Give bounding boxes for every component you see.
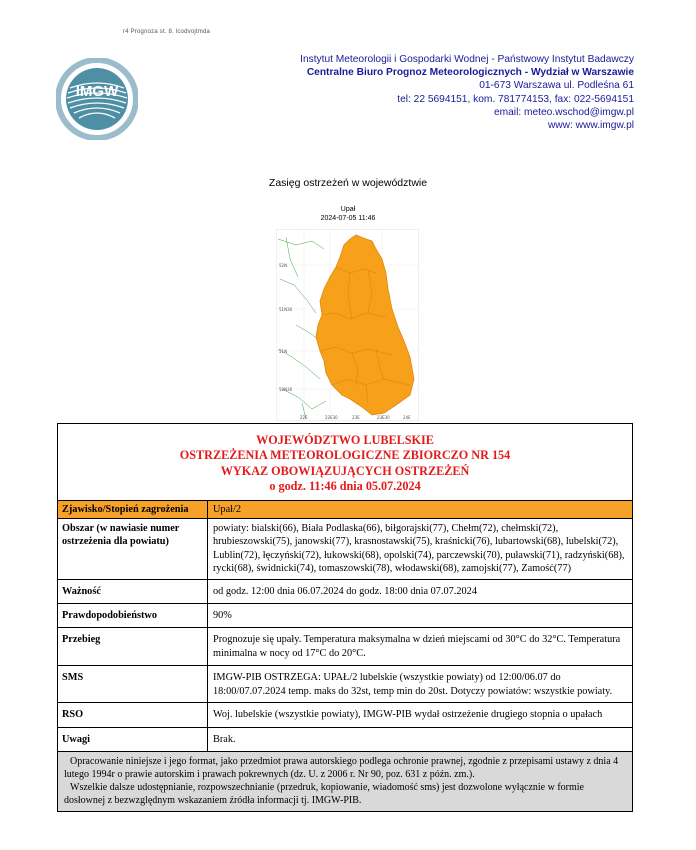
row-label: SMS <box>58 666 208 702</box>
svg-text:23E30: 23E30 <box>377 415 390 420</box>
row-label: RSO <box>58 703 208 726</box>
warning-table <box>57 423 633 812</box>
org-name: Instytut Meteorologii i Gospodarki Wodnej - Państwowy Instytut Badawczy <box>300 54 634 65</box>
org-phone: tel: 22 5694151, kom. 781774153, fax: 022-5694151 <box>397 93 634 105</box>
svg-text:22E: 22E <box>300 415 308 420</box>
table-row-notes <box>58 728 632 752</box>
row-value: Prognozuje się upały. Temperatura maksymalna w dzień miejscami od 30°C do 32°C. Temperatura minimalna w nocy od 17°C do 20°C. <box>213 634 621 659</box>
table-row-probability <box>58 604 632 628</box>
table-row-area <box>58 519 632 580</box>
row-value: Upał/2 <box>213 503 242 515</box>
row-label: Uwagi <box>58 728 208 751</box>
map-subtitle <box>0 205 696 223</box>
table-row-phenomenon <box>58 501 632 519</box>
redistribution-notice: Wszelkie dalsze udostępnianie, rozpowszechnianie (przedruk, kopiowanie, wiadomość sms) jest dozwolone wyłącznie w formie dosłownej z bezwzględnym wskazaniem źródła informacji tj. IMGW-PIB. <box>64 781 584 806</box>
svg-text:51N: 51N <box>279 349 288 354</box>
org-department: Centralne Biuro Prognoz Meteorologicznych - Wydział w Warszawie <box>306 67 634 79</box>
map-title: Zasięg ostrzeżeń w województwie <box>268 177 428 189</box>
svg-text:52N: 52N <box>279 263 288 268</box>
copyright-notice: Opracowanie niniejsze i jego format, jako przedmiot prawa autorskiego podlega ochronie prawnej, zgodnie z przepisami ustawy z dnia 4 lutego 1994r o prawie autorskim i prawach pokrewnych (dz. U. z 2006 r. Nr 90, poz. 631 z późn. zm.). <box>64 755 619 780</box>
svg-text:51N30: 51N30 <box>279 307 293 312</box>
org-address: 01-673 Warszawa ul. Podleśna 61 <box>479 80 634 92</box>
row-label: Prawdopodobieństwo <box>58 604 208 627</box>
org-website[interactable]: www: www.imgw.pl <box>547 120 634 132</box>
row-label: Zjawisko/Stopień zagrożenia <box>58 501 208 518</box>
warning-region: WOJEWÓDZTWO LUBELSKIE <box>256 433 434 447</box>
warning-map <box>276 229 419 421</box>
row-label: Przebieg <box>58 628 208 665</box>
svg-text:24E: 24E <box>403 415 411 420</box>
svg-text:22E30: 22E30 <box>325 415 338 420</box>
row-value: Brak. <box>213 733 236 745</box>
copyright-footer <box>58 752 632 811</box>
row-value: IMGW-PIB OSTRZEGA: UPAŁ/2 lubelskie (wszystkie powiaty) od 12:00/06.07 do 18:00/07.07.2024 temp. maks do 32st, temp min do 20st. Dotyczy powiatów: wszystkie powiaty. <box>213 672 613 697</box>
table-row-sms <box>58 666 632 703</box>
row-value: powiaty: bialski(66), Biała Podlaska(66), biłgorajski(77), Chełm(72), chełmski(72), hrubieszowski(75), janowski(77), krasnostawski(75), kraśnicki(76), lubartowski(68), lubelski(72), Lublin(72), łęczyński(72), łukowski(68), opolski(74), parczewski(70), puławski(71), radzyński(68), rycki(68), świdnicki(74), tomaszowski(78), włodawski(68), zamojski(77), Zamość(77) <box>213 523 625 575</box>
header-tag: r4 Prognoza st. 8. lcodvojtmda <box>123 29 211 35</box>
map-phenomenon: Upał <box>340 206 356 213</box>
warning-issue-time: o godz. 11:46 dnia 05.07.2024 <box>269 479 421 494</box>
table-row-rso <box>58 703 632 727</box>
table-row-validity <box>58 580 632 604</box>
svg-text:IMGW: IMGW <box>75 83 119 100</box>
org-email[interactable]: email: meteo.wschod@imgw.pl <box>493 106 634 118</box>
row-value: 90% <box>213 610 232 622</box>
row-label: Obszar (w nawiasie numer ostrzeżenia dla powiatu) <box>58 519 208 579</box>
row-value: od godz. 12:00 dnia 06.07.2024 do godz. 18:00 dnia 07.07.2024 <box>213 585 477 597</box>
organization-header <box>300 53 634 132</box>
svg-text:23E: 23E <box>352 415 360 420</box>
warning-number: OSTRZEŻENIA METEOROLOGICZNE ZBIORCZO NR 154 <box>179 448 511 463</box>
imgw-logo <box>56 58 138 140</box>
row-label: Ważność <box>58 580 208 603</box>
warning-list-title: WYKAZ OBOWIĄZUJĄCYCH OSTRZEŻEŃ <box>220 463 470 478</box>
warning-header <box>58 424 632 501</box>
map-datetime: 2024-07-05 11:46 <box>320 215 376 222</box>
row-value: Woj. lubelskie (wszystkie powiaty), IMGW-PIB wydał ostrzeżenie drugiego stopnia o upałach <box>213 709 603 721</box>
table-row-course <box>58 628 632 666</box>
svg-text:50N30: 50N30 <box>279 387 293 392</box>
